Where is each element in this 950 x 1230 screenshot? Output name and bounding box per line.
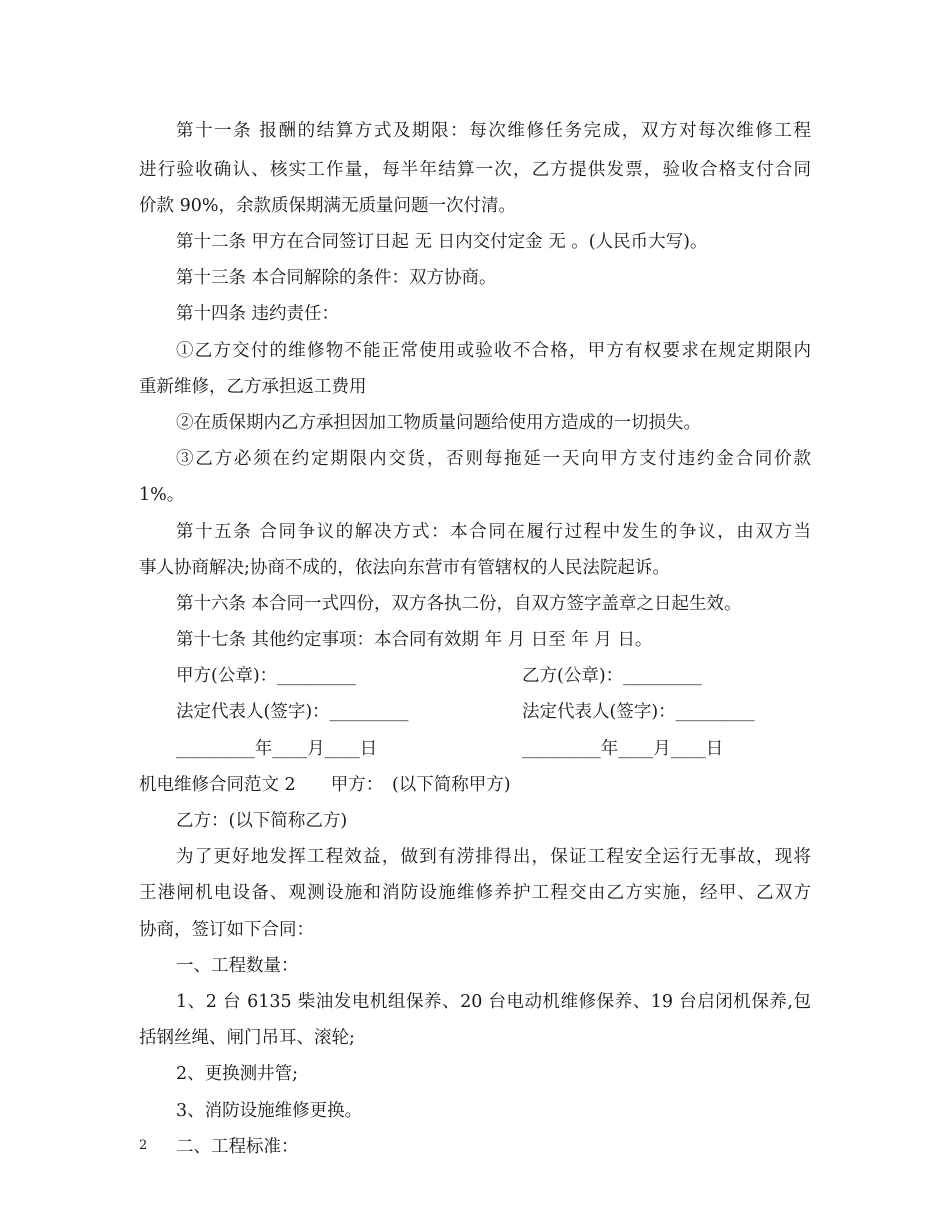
preamble-line-2: 王港闸机电设备、观测设施和消防设施维修养护工程交由乙方实施，经甲、乙双方 <box>139 883 811 903</box>
clause-11-line-1: 第十一条 报酬的结算方式及期限：每次维修任务完成，双方对每次维修工程 <box>176 121 811 141</box>
second-contract-title: 机电维修合同范文 2 甲方： (以下简称甲方) <box>139 775 511 795</box>
section-1-item-2: 2、更换测井管; <box>176 1064 299 1084</box>
clause-11-line-2: 进行验收确认、核实工作量，每半年结算一次，乙方提供发票，验收合格支付合同 <box>139 160 811 180</box>
clause-14-item-2: ②在质保期内乙方承担因加工物质量问题给使用方造成的一切损失。 <box>176 413 701 433</box>
second-contract-party-b: 乙方：(以下简称乙方) <box>176 811 348 831</box>
clause-14-item-1-line-1: ①乙方交付的维修物不能正常使用或验收不合格，甲方有权要求在规定期限内 <box>176 341 811 361</box>
party-b-representative: 法定代表人(签字)：_________ <box>522 702 755 722</box>
section-1-item-1-line-1: 1、2 台 6135 柴油发电机组保养、20 台电动机维修保养、19 台启闭机保养,包 <box>176 992 811 1012</box>
section-1-heading: 一、工程数量： <box>176 956 299 976</box>
clause-17: 第十七条 其他约定事项：本合同有效期 年 月 日至 年 月 日。 <box>176 630 653 650</box>
clause-12: 第十二条 甲方在合同签订日起 无 日内交付定金 无 。(人民币大写)。 <box>176 232 708 252</box>
party-a-date: _________年____月____日 <box>176 739 378 759</box>
section-1-item-3: 3、消防设施维修更换。 <box>176 1101 363 1121</box>
clause-14-item-3-line-1: ③乙方必须在约定期限内交货，否则每拖延一天向甲方支付违约金合同价款 <box>176 449 811 469</box>
preamble-line-3: 协商，签订如下合同： <box>139 920 314 940</box>
party-b-seal: 乙方(公章)：_________ <box>522 666 702 686</box>
section-2-heading: 二、工程标准： <box>176 1137 299 1157</box>
party-b-date: _________年____月____日 <box>522 739 724 759</box>
clause-14: 第十四条 违约责任： <box>176 304 340 324</box>
party-a-representative: 法定代表人(签字)：_________ <box>176 702 409 722</box>
clause-16: 第十六条 本合同一式四份，双方各执二份，自双方签字盖章之日起生效。 <box>176 594 742 614</box>
clause-14-item-1-line-2: 重新维修，乙方承担返工费用 <box>139 377 367 397</box>
section-1-item-1-line-2: 括钢丝绳、闸门吊耳、滚轮; <box>139 1028 355 1048</box>
clause-15-line-1: 第十五条 合同争议的解决方式：本合同在履行过程中发生的争议，由双方当 <box>176 522 811 542</box>
page-number: 2 <box>139 1138 148 1153</box>
clause-14-item-3-line-2: 1%。 <box>139 485 185 505</box>
preamble-line-1: 为了更好地发挥工程效益，做到有涝排得出，保证工程安全运行无事故，现将 <box>176 847 811 867</box>
clause-15-line-2: 事人协商解决;协商不成的，依法向东营市有管辖权的人民法院起诉。 <box>139 558 670 578</box>
party-a-seal: 甲方(公章)：_________ <box>176 666 356 686</box>
clause-13: 第十三条 本合同解除的条件：双方协商。 <box>176 268 497 288</box>
clause-11-line-3: 价款 90%，余款质保期满无质量问题一次付清。 <box>139 196 516 216</box>
